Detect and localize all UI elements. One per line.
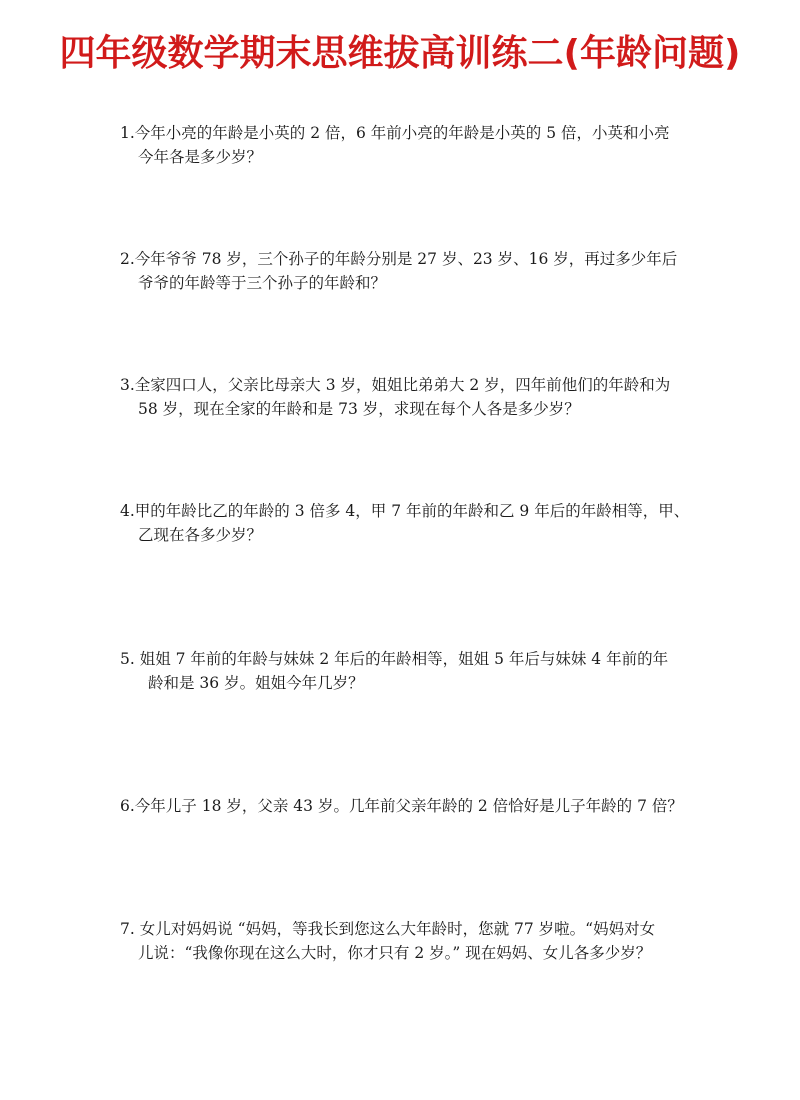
page-title: 四年级数学期末思维拔高训练二(年龄问题) — [59, 33, 741, 74]
question-text-line: 龄和是 36 岁。姐姐今年几岁？ — [148, 674, 364, 692]
question-text-line: 5. 姐姐 7 年前的年龄与妹妹 2 年后的年龄相等，姐姐 5 年后与妹妹 4 年前的年 — [120, 650, 669, 668]
question-text-line: 7. 女儿对妈妈说 “妈妈，等我长到您这么大年龄时，您就 77 岁啦。“妈妈对女 — [120, 920, 656, 938]
question-text-line: 3.全家四口人，父亲比母亲大 3 岁，姐姐比弟弟大 2 岁，四年前他们的年龄和为 — [120, 376, 671, 394]
question-text-line: 4.甲的年龄比乙的年龄的 3 倍多 4，甲 7 年前的年龄和乙 9 年后的年龄相等，甲、 — [120, 502, 690, 520]
question-text-line: 6.今年儿子 18 岁，父亲 43 岁。几年前父亲年龄的 2 倍恰好是儿子年龄的 7 倍？ — [120, 797, 683, 815]
question-text-line: 2.今年爷爷 78 岁，三个孙子的年龄分别是 27 岁、23 岁、16 岁，再过多少年后 — [120, 250, 678, 268]
question-text-line: 儿说：“我像你现在这么大时，你才只有 2 岁。” 现在妈妈、女儿各多少岁？ — [138, 944, 652, 962]
question-text-line: 今年各是多少岁？ — [138, 148, 263, 166]
question-text-line: 乙现在各多少岁？ — [138, 526, 263, 544]
question-text-line: 1.今年小亮的年龄是小英的 2 倍，6 年前小亮的年龄是小英的 5 倍，小英和小亮 — [120, 124, 670, 142]
question-text-line: 58 岁，现在全家的年龄和是 73 岁，求现在每个人各是多少岁？ — [138, 400, 580, 418]
question-text-line: 爷爷的年龄等于三个孙子的年龄和？ — [138, 274, 387, 292]
